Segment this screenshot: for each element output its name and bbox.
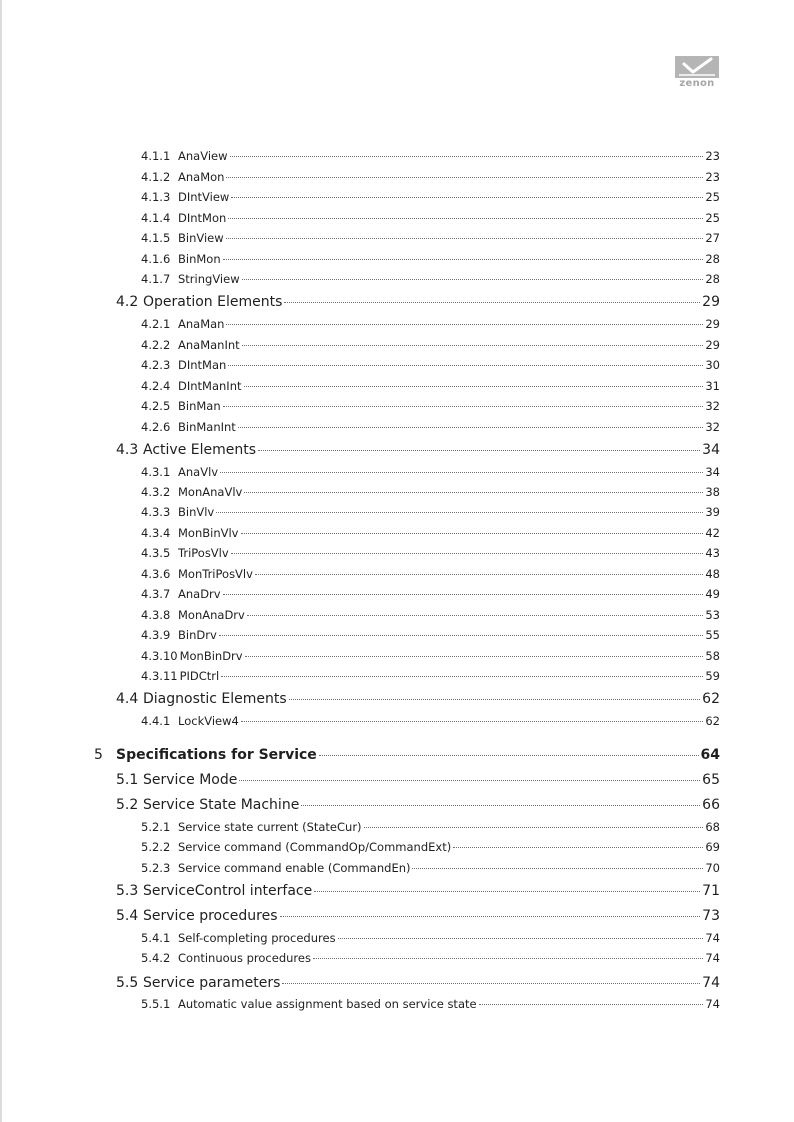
toc-entry-number: 5.4.2 [141, 951, 171, 965]
toc-entry-number: 4.3.11 [141, 669, 178, 683]
toc-entry-number: 4.3 [116, 442, 139, 458]
toc-entry[interactable] [116, 772, 720, 788]
toc-dot-leader [282, 983, 700, 984]
toc-entry-number: 4.1.1 [141, 149, 171, 163]
toc-entry-title: BinMon [178, 252, 221, 266]
toc-entry-number: 4.2 [116, 294, 139, 310]
toc-dot-leader [226, 238, 704, 239]
toc-entry-page-number: 28 [705, 272, 720, 286]
toc-entry[interactable] [141, 210, 720, 226]
toc-dot-leader [242, 279, 704, 280]
toc-dot-leader [228, 365, 703, 366]
toc-dot-leader [239, 780, 700, 781]
toc-entry-number: 4.1.5 [141, 231, 171, 245]
toc-dot-leader [223, 406, 704, 407]
toc-entry[interactable] [141, 378, 720, 394]
toc-entry-page-number: 30 [705, 358, 720, 372]
toc-entry[interactable] [141, 189, 720, 205]
toc-entry-page-number: 34 [702, 442, 720, 458]
toc-entry-title: BinDrv [178, 628, 217, 642]
toc-entry-page-number: 38 [705, 485, 720, 499]
toc-entry-number: 5.3 [116, 883, 139, 899]
toc-entry-page-number: 28 [705, 252, 720, 266]
toc-entry-number: 4.2.5 [141, 399, 171, 413]
toc-entry-number: 4.3.4 [141, 526, 171, 540]
toc-entry-page-number: 71 [702, 883, 720, 899]
toc-dot-leader [241, 533, 704, 534]
toc-entry-page-number: 25 [705, 190, 720, 204]
toc-entry-title: TriPosVlv [178, 546, 229, 560]
toc-entry-title: Service State Machine [143, 797, 300, 813]
toc-entry-title: AnaDrv [178, 587, 221, 601]
toc-entry-page-number: 74 [702, 975, 720, 991]
toc-entry[interactable] [116, 294, 720, 310]
toc-entry-page-number: 59 [705, 669, 720, 683]
toc-entry-title: Service state current (StateCur) [178, 820, 362, 834]
toc-entry-number: 4.2.2 [141, 338, 171, 352]
toc-entry-title: Service command enable (CommandEn) [178, 861, 411, 875]
toc-entry-page-number: 65 [702, 772, 720, 788]
toc-entry-title: Automatic value assignment based on service state [178, 997, 477, 1011]
toc-entry[interactable] [141, 271, 720, 287]
toc-entry-title: MonAnaVlv [178, 485, 243, 499]
toc-entry-page-number: 55 [705, 628, 720, 642]
toc-entry-title: DIntView [178, 190, 230, 204]
toc-entry-page-number: 48 [705, 567, 720, 581]
toc-entry-title: Self-completing procedures [178, 931, 336, 945]
toc-entry-number: 5.4 [116, 908, 139, 924]
zenon-logo [675, 56, 719, 90]
toc-entry-number: 4.3.6 [141, 567, 171, 581]
toc-entry-number: 4.4 [116, 691, 139, 707]
toc-dot-leader [364, 827, 704, 828]
toc-entry[interactable] [116, 908, 720, 924]
toc-entry-page-number: 34 [705, 465, 720, 479]
toc-entry-page-number: 39 [705, 505, 720, 519]
toc-entry-title: ServiceControl interface [143, 883, 313, 899]
toc-entry-title: Service Mode [143, 772, 238, 788]
toc-entry-number: 4.3.1 [141, 465, 171, 479]
toc-entry-page-number: 31 [705, 379, 720, 393]
toc-dot-leader [247, 615, 704, 616]
toc-entry[interactable] [141, 996, 720, 1012]
toc-dot-leader [241, 721, 704, 722]
toc-entry-title: Service procedures [143, 908, 278, 924]
toc-entry-page-number: 32 [705, 399, 720, 413]
toc-entry-page-number: 64 [700, 747, 720, 763]
toc-entry-title: BinManInt [178, 420, 236, 434]
toc-dot-leader [221, 676, 703, 677]
toc-entry-number: 4.3.3 [141, 505, 171, 519]
toc-entry-number: 5.2 [116, 797, 139, 813]
toc-entry-number: 4.3.5 [141, 546, 171, 560]
toc-entry-title: AnaManInt [178, 338, 240, 352]
toc-entry[interactable] [141, 337, 720, 353]
toc-dot-leader [338, 938, 704, 939]
toc-entry[interactable] [141, 504, 720, 520]
toc-entry-number: 4.2.3 [141, 358, 171, 372]
toc-entry-title: MonAnaDrv [178, 608, 245, 622]
toc-entry[interactable] [141, 930, 720, 946]
toc-entry-number: 5 [94, 747, 103, 763]
toc-entry-title: StringView [178, 272, 240, 286]
toc-entry[interactable] [141, 251, 720, 267]
toc-entry-page-number: 49 [705, 587, 720, 601]
logo-wordmark: zenon [679, 78, 715, 89]
toc-entry-title: MonBinVlv [178, 526, 239, 540]
toc-dot-leader [412, 868, 703, 869]
toc-entry-page-number: 69 [705, 840, 720, 854]
toc-entry-number: 5.2.3 [141, 861, 171, 875]
toc-entry[interactable] [141, 648, 720, 664]
toc-dot-leader [314, 891, 700, 892]
toc-entry-number: 4.2.6 [141, 420, 171, 434]
toc-dot-leader [284, 302, 700, 303]
toc-entry[interactable] [141, 627, 720, 643]
toc-entry-number: 4.1.4 [141, 211, 171, 225]
toc-entry-number: 5.1 [116, 772, 139, 788]
toc-entry-number: 4.1.6 [141, 252, 171, 266]
toc-entry-page-number: 62 [705, 714, 720, 728]
toc-dot-leader [289, 699, 701, 700]
toc-entry-title: DIntMon [178, 211, 227, 225]
toc-dot-leader [301, 805, 700, 806]
toc-entry-page-number: 29 [705, 338, 720, 352]
toc-entry-title: DIntManInt [178, 379, 242, 393]
toc-entry-title: AnaView [178, 149, 228, 163]
toc-entry-title: AnaMon [178, 170, 225, 184]
toc-entry-title: BinMan [178, 399, 221, 413]
toc-entry[interactable] [141, 484, 720, 500]
toc-entry[interactable] [141, 357, 720, 373]
toc-entry-title: MonTriPosVlv [178, 567, 253, 581]
toc-entry-number: 4.3.2 [141, 485, 171, 499]
toc-entry[interactable] [116, 797, 720, 813]
toc-entry-page-number: 73 [702, 908, 720, 924]
toc-entry[interactable] [141, 860, 720, 876]
toc-dot-leader [453, 847, 703, 848]
toc-entry-number: 4.1.7 [141, 272, 171, 286]
toc-entry[interactable] [141, 419, 720, 435]
toc-entry-page-number: 74 [705, 931, 720, 945]
toc-entry[interactable] [141, 713, 720, 729]
toc-entry-title: DIntMan [178, 358, 227, 372]
toc-entry-title: Service command (CommandOp/CommandExt) [178, 840, 452, 854]
toc-entry-page-number: 43 [705, 546, 720, 560]
toc-entry[interactable] [116, 442, 720, 458]
toc-dot-leader [223, 594, 704, 595]
toc-entry-page-number: 74 [705, 997, 720, 1011]
toc-entry-title: Diagnostic Elements [143, 691, 287, 707]
toc-dot-leader [319, 755, 699, 756]
toc-dot-leader [228, 218, 703, 219]
toc-entry-number: 5.2.1 [141, 820, 171, 834]
toc-dot-leader [238, 427, 704, 428]
toc-dot-leader [244, 386, 704, 387]
toc-entry[interactable] [141, 545, 720, 561]
toc-entry-page-number: 42 [705, 526, 720, 540]
toc-entry-title: Active Elements [143, 442, 257, 458]
toc-entry-number: 4.2.1 [141, 317, 171, 331]
toc-entry[interactable] [141, 316, 720, 332]
toc-entry[interactable] [141, 668, 720, 684]
toc-entry-number: 5.5 [116, 975, 139, 991]
toc-entry-number: 4.2.4 [141, 379, 171, 393]
toc-dot-leader [245, 656, 704, 657]
toc-entry[interactable] [141, 566, 720, 582]
toc-entry[interactable] [141, 398, 720, 414]
toc-entry-title: Continuous procedures [178, 951, 311, 965]
toc-entry[interactable] [141, 169, 720, 185]
toc-entry-title: Specifications for Service [116, 747, 317, 763]
toc-entry-title: Operation Elements [143, 294, 283, 310]
toc-entry-title: PIDCtrl [179, 669, 220, 683]
toc-entry-page-number: 66 [702, 797, 720, 813]
toc-dot-leader [280, 916, 701, 917]
toc-dot-leader [258, 450, 700, 451]
toc-entry-number: 4.3.8 [141, 608, 171, 622]
toc-entry-page-number: 58 [705, 649, 720, 663]
toc-dot-leader [242, 345, 704, 346]
toc-entry[interactable] [141, 839, 720, 855]
zenon-logo-icon [675, 56, 719, 80]
toc-dot-leader [231, 197, 703, 198]
toc-dot-leader [255, 574, 703, 575]
toc-entry[interactable] [116, 691, 720, 707]
toc-entry[interactable] [141, 586, 720, 602]
toc-entry[interactable] [141, 148, 720, 164]
toc-entry-page-number: 29 [705, 317, 720, 331]
toc-entry-page-number: 74 [705, 951, 720, 965]
toc-entry[interactable] [141, 464, 720, 480]
toc-entry-page-number: 25 [705, 211, 720, 225]
toc-entry-number: 4.3.10 [141, 649, 178, 663]
toc-entry-number: 5.5.1 [141, 997, 171, 1011]
toc-entry-page-number: 23 [705, 170, 720, 184]
toc-entry-title: AnaMan [178, 317, 225, 331]
toc-dot-leader [479, 1004, 704, 1005]
toc-entry-title: MonBinDrv [179, 649, 243, 663]
toc-entry-number: 4.1.2 [141, 170, 171, 184]
toc-dot-leader [231, 553, 704, 554]
toc-entry-page-number: 23 [705, 149, 720, 163]
toc-dot-leader [313, 958, 703, 959]
toc-dot-leader [216, 512, 703, 513]
toc-dot-leader [226, 177, 703, 178]
toc-entry[interactable] [141, 525, 720, 541]
toc-entry-number: 4.1.3 [141, 190, 171, 204]
toc-entry[interactable] [116, 975, 720, 991]
toc-entry-title: Service parameters [143, 975, 281, 991]
toc-entry[interactable] [141, 819, 720, 835]
toc-entry-page-number: 68 [705, 820, 720, 834]
toc-entry-number: 4.4.1 [141, 714, 171, 728]
toc-dot-leader [219, 635, 704, 636]
toc-entry-number: 4.3.9 [141, 628, 171, 642]
toc-entry[interactable] [141, 950, 720, 966]
toc-entry-number: 5.4.1 [141, 931, 171, 945]
toc-entry-page-number: 70 [705, 861, 720, 875]
toc-entry-page-number: 27 [705, 231, 720, 245]
toc-dot-leader [244, 492, 703, 493]
toc-entry-page-number: 32 [705, 420, 720, 434]
toc-entry[interactable] [116, 883, 720, 899]
toc-entry-number: 4.3.7 [141, 587, 171, 601]
toc-entry[interactable] [141, 230, 720, 246]
toc-entry-page-number: 29 [702, 294, 720, 310]
toc-dot-leader [220, 472, 703, 473]
toc-dot-leader [230, 156, 704, 157]
toc-entry-title: AnaVlv [178, 465, 219, 479]
toc-entry[interactable] [94, 747, 720, 763]
toc-entry-title: BinVlv [178, 505, 215, 519]
toc-dot-leader [226, 324, 703, 325]
toc-entry-page-number: 53 [705, 608, 720, 622]
toc-entry-title: LockView4 [178, 714, 239, 728]
toc-entry-number: 5.2.2 [141, 840, 171, 854]
toc-entry-title: BinView [178, 231, 224, 245]
page-edge [0, 0, 2, 1122]
toc-dot-leader [223, 259, 704, 260]
toc-entry-page-number: 62 [702, 691, 720, 707]
toc-entry[interactable] [141, 607, 720, 623]
